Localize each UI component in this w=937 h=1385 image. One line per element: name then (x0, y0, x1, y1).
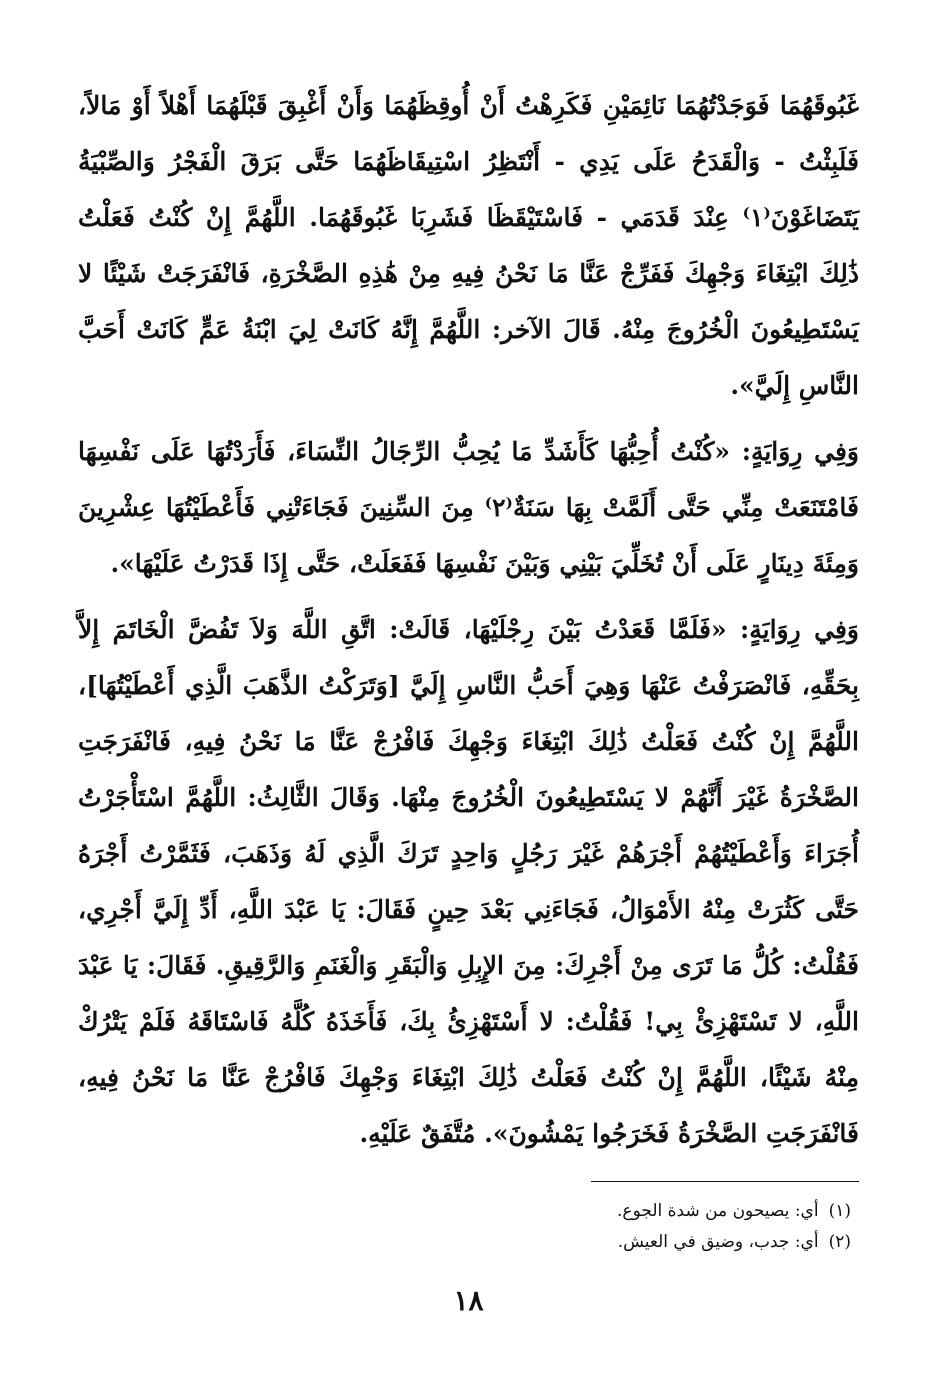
footnote-text: أي: جدب، وضيق في العيش. (617, 1232, 819, 1252)
paragraph-3: وَفِي رِوَايَةٍ: «فَلَمَّا قَعَدْتُ بَيْنَ رِجْلَيْهَا، قَالَتْ: اتَّقِ اللَّهَ وَلاَ تَفُضَّ الْخَاتَمَ إِلاَّ بِحَقِّهِ، فَانْصَرَفْتُ عَنْهَا وَهِيَ أَحَبُّ النَّاسِ إِلَيَّ [وَتَرَكْتُ الذَّهَبَ الَّذِي أَعْطَيْتُهَا]، اللَّهُمَّ إِنْ كُنْتُ فَعَلْتُ ذَٰلِكَ ابْتِغَاءَ وَجْهِكَ فَافْرُجْ عَنَّا مَا نَحْنُ فِيهِ، فَانْفَرَجَتِ الصَّخْرَةُ غَيْرَ أَنَّهُمْ لا يَسْتَطِيعُونَ الْخُرُوجَ مِنْهَا. وَقَالَ الثَّالِثُ: اللَّهُمَّ اسْتَأْجَرْتُ أُجَرَاءَ وَأَعْطَيْتُهُمْ أَجْرَهُمْ غَيْرَ رَجُلٍ وَاحِدٍ تَرَكَ الَّذِي لَهُ وَذَهَبَ، فَثَمَّرْتُ أَجْرَهُ حَتَّى كَثُرَتْ مِنْهُ الأَمْوَالُ، فَجَاءَنِي بَعْدَ حِينٍ فَقَالَ: يَا عَبْدَ اللَّهِ، أَدِّ إِلَيَّ أَجْرِي، فَقُلْتُ: كُلُّ مَا تَرَى مِنْ أَجْرِكَ: مِنَ الإِبِلِ وَالْبَقَرِ وَالْغَنَمِ وَالرَّقِيقِ. فَقَالَ: يَا عَبْدَ اللَّهِ، لا تَسْتَهْزِئْ بِي! فَقُلْتُ: لا أَسْتَهْزِئُ بِكَ، فَأَخَذَهُ كُلَّهُ فَاسْتَاقَهُ فَلَمْ يَتْرُكْ مِنْهُ شَيْئًا، اللَّهُمَّ إِنْ كُنْتُ فَعَلْتُ ذَٰلِكَ ابْتِغَاءَ وَجْهِكَ فَافْرُجْ عَنَّا مَا نَحْنُ فِيهِ، فَانْفَرَجَتِ الصَّخْرَةُ فَخَرَجُوا يَمْشُونَ». مُتَّفَقٌ عَلَيْهِ. (78, 615, 859, 1148)
main-text (78, 78, 859, 1162)
paragraph-1: غَبُوقَهُمَا فَوَجَدْتُهُمَا نَائِمَيْنِ فَكَرِهْتُ أَنْ أُوقِظَهُمَا وَأَنْ أَغْبِقَ قَبْلَهُمَا أَهْلاً أَوْ مَالاً، فَلَبِثْتُ - وَالْقَدَحُ عَلَى يَدِي - أَنْتَظِرُ اسْتِيقَاظَهُمَا حَتَّى بَرَقَ الْفَجْرُ وَالصِّبْيَةُ يَتَضَاغَوْنَ⁽١⁾ عِنْدَ قَدَمَي - فَاسْتَيْقَظَا فَشَرِبَا غَبُوقَهُمَا. اللَّهُمَّ إِنْ كُنْتُ فَعَلْتُ ذَٰلِكَ ابْتِغَاءَ وَجْهِكَ فَفَرِّجْ عَنَّا مَا نَحْنُ فِيهِ مِنْ هَٰذِهِ الصَّخْرَةِ، فَانْفَرَجَتْ شَيْئًا لا يَسْتَطِيعُونَ الْخُرُوجَ مِنْهُ. قَالَ الآخر: اللَّهُمَّ إِنَّهُ كَانَتْ لِيَ ابْنَةُ عَمٍّ كَانَتْ أَحَبَّ النَّاسِ إِلَيَّ». (78, 91, 859, 400)
footnote-text: أي: يصيحون من شدة الجوع. (617, 1201, 819, 1221)
footnote-2 (78, 1227, 851, 1258)
page-number: ١٨ (453, 1284, 484, 1317)
paragraph-2: وَفِي رِوَايَةٍ: «كُنْتُ أُحِبُّهَا كَأَشَدِّ مَا يُحِبُّ الرِّجَالُ النِّسَاءَ، فَأَرَدْتُهَا عَلَى نَفْسِهَا فَامْتَنَعَتْ مِنِّي حَتَّى أَلَمَّتْ بِهَا سَنَةٌ⁽٢⁾ مِنَ السِّنِينَ فَجَاءَتْنِي فَأَعْطَيْتُهَا عِشْرِينَ وَمِئَةَ دِينَارٍ عَلَى أَنْ تُخَلِّيَ بَيْنِي وَبَيْنَ نَفْسِهَا فَفَعَلَتْ، حَتَّى إِذَا قَدَرْتُ عَلَيْهَا». (78, 437, 859, 578)
footnote-number: (١) (828, 1201, 851, 1221)
footnote-number: (٢) (828, 1232, 851, 1252)
footnote-divider (591, 1181, 859, 1182)
footnote-1 (78, 1196, 851, 1227)
footnotes (78, 1196, 851, 1258)
